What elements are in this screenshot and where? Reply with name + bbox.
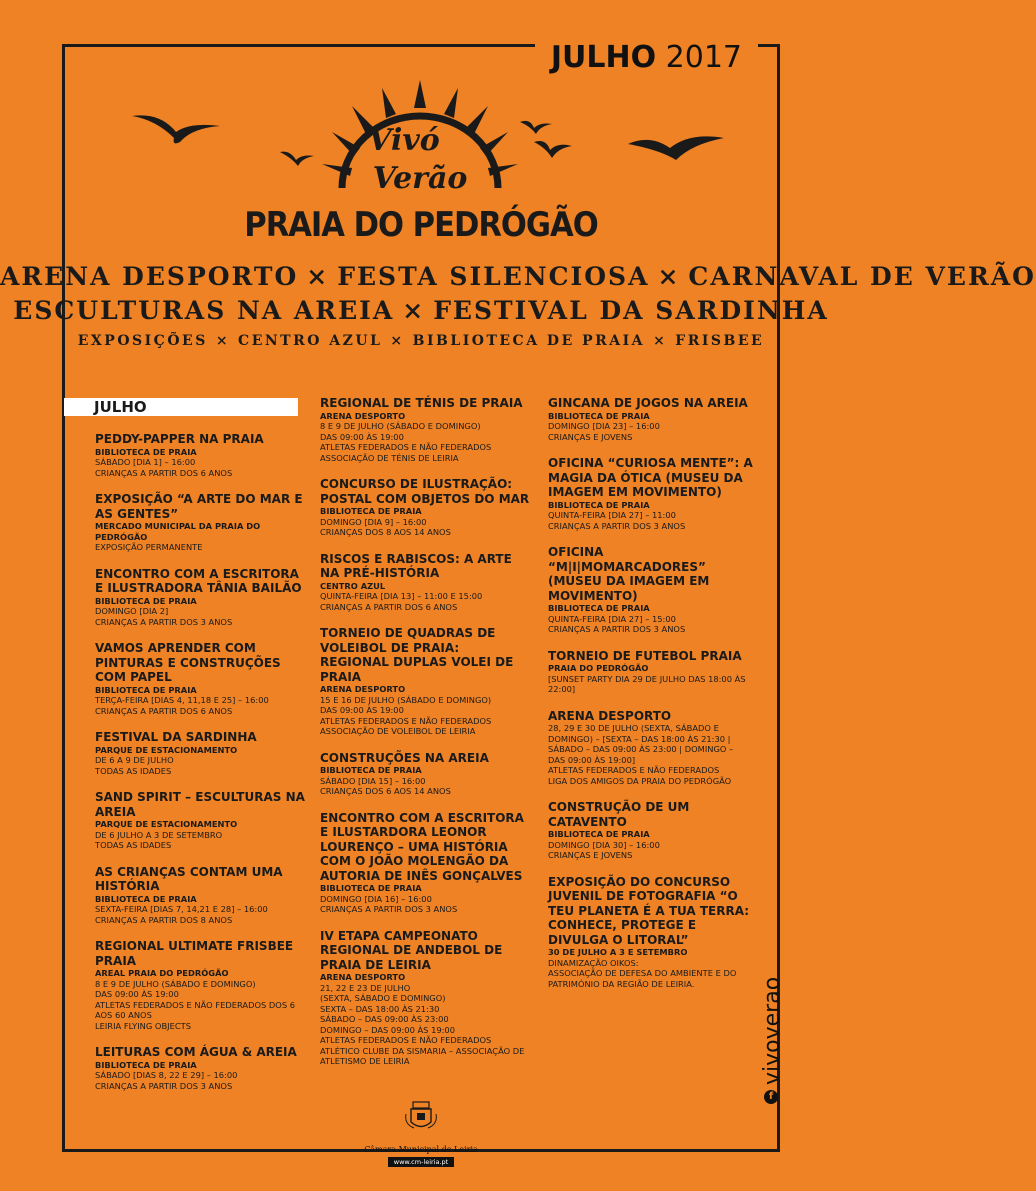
event-detail: SÁBADO [DIA 15] – 16:00 xyxy=(320,775,426,786)
event-detail: CRIANÇAS A PARTIR DOS 6 ANOS xyxy=(95,705,233,716)
event-detail: CRIANÇAS DOS 6 AOS 14 ANOS xyxy=(320,786,451,796)
event-detail: ASSOCIAÇÃO DE DEFESA DO AMBIENTE E DO PATRIMÓNIO DA REGIÃO DE LEIRIA. xyxy=(548,968,737,989)
event-detail: ATLETAS FEDERADOS E NÃO FEDERADOS xyxy=(320,1035,492,1045)
event-venue: AREAL PRAIA DO PEDRÓGÃO xyxy=(95,968,229,978)
event-venue: ARENA DESPORTO xyxy=(320,684,406,694)
event-title: ENCONTRO COM A ESCRITORA E ILUSTRADORA TÂNIA BAILÃO xyxy=(95,566,302,595)
event-detail: CRIANÇAS A PARTIR DOS 3 ANOS xyxy=(95,616,233,627)
event-detail: ATLETAS FEDERADOS E NÃO FEDERADOS xyxy=(320,442,492,452)
schedule-column-2 xyxy=(320,396,530,1081)
event-venue: BIBLIOTECA DE PRAIA xyxy=(95,595,197,606)
event-detail: ASSOCIAÇÃO DE TÉNIS DE LEIRIA xyxy=(320,452,459,463)
separator: × xyxy=(653,333,668,349)
event-item xyxy=(548,800,753,861)
event-biblioteca-praia: BIBLIOTECA DE PRAIA xyxy=(412,333,646,349)
event-festival-sardinha: FESTIVAL DA SARDINHA xyxy=(433,296,829,325)
event-title: CONSTRUÇÕES NA AREIA xyxy=(320,750,489,765)
event-title: IV ETAPA CAMPEONATO REGIONAL DE ANDEBOL DE PRAIA DE LEIRIA xyxy=(320,928,503,972)
event-title: ARENA DESPORTO xyxy=(548,708,672,723)
event-item xyxy=(320,552,530,613)
separator: × xyxy=(402,296,426,325)
event-venue: BIBLIOTECA DE PRAIA xyxy=(320,883,422,893)
event-item xyxy=(95,567,310,628)
event-title: PEDDY-PAPPER NA PRAIA xyxy=(95,432,264,446)
event-venue: ARENA DESPORTO xyxy=(320,410,406,421)
event-item xyxy=(320,811,530,915)
event-title: AS CRIANÇAS CONTAM UMA HISTÓRIA xyxy=(95,864,283,893)
separator: × xyxy=(306,262,330,291)
event-item xyxy=(320,751,530,797)
event-detail: DOMINGO – DAS 09:00 ÀS 19:00 xyxy=(320,1024,455,1035)
event-festa-silenciosa: FESTA SILENCIOSA xyxy=(337,262,650,291)
location-title: PRAIA DO PEDRÓGÃO xyxy=(244,205,598,245)
event-carnaval-verao: CARNAVAL DE VERÃO xyxy=(688,262,1036,291)
event-title: CONSTRUÇÃO DE UM CATAVENTO xyxy=(548,800,690,829)
event-detail: ATLÉTICO CLUBE DA SISMARIA – ASSOCIAÇÃO DE ATLETISMO DE LEIRIA xyxy=(320,1045,525,1066)
event-title: ENCONTRO COM A ESCRITORA E ILUSTARDORA LEONOR LOURENÇO – UMA HISTÓRIA COM O JOÃO MOLENGÃO DA AUTORIA DE INÊS GONÇALVES xyxy=(320,810,524,883)
event-detail: QUINTA-FEIRA [DIA 27] – 11:00 xyxy=(548,510,676,520)
event-title: REGIONAL ULTIMATE FRISBEE PRAIA xyxy=(95,939,294,968)
municipality-url[interactable]: www.cm-leiria.pt xyxy=(388,1157,454,1167)
event-title: OFICINA “CURIOSA MENTE”: A MAGIA DA ÓTICA (MUSEU DA IMAGEM EM MOVIMENTO) xyxy=(548,456,753,499)
event-venue: BIBLIOTECA DE PRAIA xyxy=(548,829,650,839)
event-venue: BIBLIOTECA DE PRAIA xyxy=(320,765,422,775)
event-detail: CRIANÇAS E JOVENS xyxy=(548,431,633,442)
event-title: FESTIVAL DA SARDINHA xyxy=(95,730,257,744)
event-venue: MERCADO MUNICIPAL DA PRAIA DO PEDRÓGÃO xyxy=(95,521,261,542)
event-venue: 30 DE JULHO A 3 E SETEMBRO xyxy=(548,947,688,957)
event-detail: DAS 09:00 ÀS 19:00 xyxy=(320,705,404,715)
event-detail: TERÇA-FEIRA [DIAS 4, 11,18 E 25] – 16:00 xyxy=(95,695,269,705)
event-item xyxy=(548,709,753,787)
schedule-column-1 xyxy=(95,432,310,1105)
event-item xyxy=(320,477,530,538)
event-frisbee: FRISBEE xyxy=(675,333,765,349)
logo-line2: Verão xyxy=(372,161,468,196)
event-detail: CRIANÇAS A PARTIR DOS 3 ANOS xyxy=(548,520,686,531)
event-detail: CRIANÇAS A PARTIR DOS 3 ANOS xyxy=(320,904,458,914)
events-line-3 xyxy=(0,333,842,349)
sun-birds-logo xyxy=(120,70,740,200)
event-detail: ATLETAS FEDERADOS E NÃO FEDERADOS DOS 6 AOS 60 ANOS xyxy=(95,999,295,1020)
event-detail: SÁBADO – DAS 09:00 ÀS 23:00 xyxy=(320,1014,449,1024)
event-detail: 21, 22 E 23 DE JULHO xyxy=(320,982,411,993)
event-title: GINCANA DE JOGOS NA AREIA xyxy=(548,396,748,410)
event-detail: SEXTA – DAS 18:00 ÀS 21:30 xyxy=(320,1003,440,1014)
event-detail: ASSOCIAÇÃO DE VOLEIBOL DE LEIRIA xyxy=(320,726,476,736)
event-detail: 15 E 16 DE JULHO (SÁBADO E DOMINGO) xyxy=(320,694,492,705)
event-detail: CRIANÇAS A PARTIR DOS 3 ANOS xyxy=(548,624,686,634)
event-detail: CRIANÇAS DOS 8 AOS 14 ANOS xyxy=(320,527,451,537)
event-venue: BIBLIOTECA DE PRAIA xyxy=(95,893,197,904)
month-label: JULHO xyxy=(550,40,657,75)
event-item xyxy=(95,730,310,776)
separator: × xyxy=(215,333,231,349)
event-title: TORNEIO DE QUADRAS DE VOLEIBOL DE PRAIA: REGIONAL DUPLAS VOLEI DE PRAIA xyxy=(320,626,514,684)
event-title: REGIONAL DE TÉNIS DE PRAIA xyxy=(320,396,523,410)
event-item xyxy=(320,929,530,1067)
event-venue: BIBLIOTECA DE PRAIA xyxy=(95,446,197,457)
event-detail: DOMINGO [DIA 16] – 16:00 xyxy=(320,893,432,904)
facebook-icon[interactable]: f xyxy=(764,1090,778,1104)
event-venue: PARQUE DE ESTACIONAMENTO xyxy=(95,744,238,755)
event-item xyxy=(320,626,530,737)
event-centro-azul: CENTRO AZUL xyxy=(238,333,383,349)
year-label: 2017 xyxy=(665,40,742,75)
event-item xyxy=(95,432,310,478)
event-title: OFICINA “M|I|MOMARCADORES” (MUSEU DA IMAGEM EM MOVIMENTO) xyxy=(548,545,710,603)
event-detail: LEIRIA FLYING OBJECTS xyxy=(95,1020,191,1031)
event-detail: LIGA DOS AMIGOS DA PRAIA DO PEDRÓGÃO xyxy=(548,775,732,786)
event-venue: PRAIA DO PEDRÓGÃO xyxy=(548,663,649,673)
event-detail: DAS 09:00 ÀS 19:00 xyxy=(95,989,179,999)
event-detail: TODAS AS IDADES xyxy=(95,765,172,776)
separator: × xyxy=(657,262,681,291)
event-detail: DOMINGO [DIA 2] xyxy=(95,606,169,616)
event-arena-desporto: ARENA DESPORTO xyxy=(0,262,299,291)
event-item xyxy=(548,545,753,635)
event-detail: DE 6 JULHO A 3 DE SETEMBRO xyxy=(95,829,223,840)
event-venue: PARQUE DE ESTACIONAMENTO xyxy=(95,819,238,829)
event-venue: BIBLIOTECA DE PRAIA xyxy=(95,1059,197,1070)
events-line-2 xyxy=(0,296,842,325)
event-esculturas-areia: ESCULTURAS NA AREIA xyxy=(13,296,395,325)
event-detail: DE 6 A 9 DE JULHO xyxy=(95,755,174,765)
social-handle[interactable]: vivoverao xyxy=(760,976,785,1085)
events-line-1 xyxy=(0,262,1036,291)
event-detail: ATLETAS FEDERADOS E NÃO FEDERADOS xyxy=(320,715,492,726)
event-title: VAMOS APRENDER COM PINTURAS E CONSTRUÇÕES COM PAPEL xyxy=(95,641,281,684)
schedule-column-3 xyxy=(548,396,753,1003)
event-detail: CRIANÇAS A PARTIR DOS 3 ANOS xyxy=(95,1080,233,1091)
event-exposicoes: EXPOSIÇÕES xyxy=(77,333,208,349)
event-detail: 28, 29 E 30 DE JULHO (SEXTA, SÁBADO E DOMINGO) – [SEXTA – DAS 18:00 ÀS 21:30 | SÁBADO – DAS 09:00 ÀS 23:00 | DOMINGO – DAS 09:00 ÀS 19:00] xyxy=(548,723,734,765)
event-item xyxy=(95,865,310,926)
event-detail: 8 E 9 DE JULHO (SÁBADO E DOMINGO) xyxy=(95,978,256,989)
event-title: EXPOSIÇÃO “A ARTE DO MAR E AS GENTES” xyxy=(95,492,303,521)
section-label: JULHO xyxy=(64,398,298,416)
municipal-crest-icon xyxy=(404,1100,438,1132)
event-detail: DINAMIZAÇÃO OIKOS: xyxy=(548,957,639,968)
event-item xyxy=(548,875,753,990)
event-detail: CRIANÇAS A PARTIR DOS 6 ANOS xyxy=(320,601,458,612)
event-title: RISCOS E RABISCOS: A ARTE NA PRÉ-HISTÓRIA xyxy=(320,551,512,580)
event-item xyxy=(95,641,310,716)
event-detail: DOMINGO [DIA 23] – 16:00 xyxy=(548,421,660,431)
event-title: LEITURAS COM ÁGUA & AREIA xyxy=(95,1045,297,1059)
event-item xyxy=(95,492,310,553)
event-item xyxy=(95,939,310,1031)
event-detail: QUINTA-FEIRA [DIA 13] – 11:00 E 15:00 xyxy=(320,591,483,601)
event-venue: BIBLIOTECA DE PRAIA xyxy=(548,410,650,421)
event-venue: BIBLIOTECA DE PRAIA xyxy=(548,603,650,613)
event-detail: SÁBADO [DIA 1] – 16:00 xyxy=(95,457,196,467)
event-title: SAND SPIRIT – ESCULTURAS NA AREIA xyxy=(95,790,305,819)
event-detail: TODAS AS IDADES xyxy=(95,840,172,850)
event-venue: BIBLIOTECA DE PRAIA xyxy=(95,684,197,695)
event-detail: DOMINGO [DIA 30] – 16:00 xyxy=(548,839,660,850)
event-detail: (SEXTA, SÁBADO E DOMINGO) xyxy=(320,993,446,1003)
event-detail: ATLETAS FEDERADOS E NÃO FEDERADOS xyxy=(548,765,720,775)
event-detail: EXPOSIÇÃO PERMANENTE xyxy=(95,542,203,552)
event-item xyxy=(320,396,530,463)
event-detail: CRIANÇAS A PARTIR DOS 6 ANOS xyxy=(95,467,233,478)
event-detail: DAS 09:00 ÀS 19:00 xyxy=(320,431,404,442)
event-title: TORNEIO DE FUTEBOL PRAIA xyxy=(548,648,742,663)
event-detail: 8 E 9 DE JULHO (SÁBADO E DOMINGO) xyxy=(320,421,481,431)
event-venue: BIBLIOTECA DE PRAIA xyxy=(320,506,422,516)
event-detail: DOMINGO [DIA 9] – 16:00 xyxy=(320,516,427,527)
event-title: EXPOSIÇÃO DO CONCURSO JUVENIL DE FOTOGRAFIA “O TEU PLANETA É A TUA TERRA: CONHECE, PROTEGE E DIVULGA O LITORAL” xyxy=(548,874,750,947)
event-detail: SÁBADO [DIAS 8, 22 E 29] – 16:00 xyxy=(95,1070,238,1080)
event-venue: BIBLIOTECA DE PRAIA xyxy=(548,499,650,510)
event-detail: CRIANÇAS A PARTIR DOS 8 ANOS xyxy=(95,914,233,925)
event-item xyxy=(95,1045,310,1091)
event-item xyxy=(548,456,753,531)
event-venue: ARENA DESPORTO xyxy=(320,972,406,982)
event-venue: CENTRO AZUL xyxy=(320,580,386,591)
event-item xyxy=(548,396,753,442)
event-detail: QUINTA-FEIRA [DIA 27] – 15:00 xyxy=(548,613,676,624)
event-item xyxy=(95,790,310,851)
event-detail: SEXTA-FEIRA [DIAS 7, 14,21 E 28] – 16:00 xyxy=(95,904,268,914)
separator: × xyxy=(390,333,405,349)
event-title: CONCURSO DE ILUSTRAÇÃO: POSTAL COM OBJETOS DO MAR xyxy=(320,477,530,506)
event-detail: CRIANÇAS E JOVENS xyxy=(548,850,633,860)
municipality-name: Câmara Municipal de Leiria xyxy=(364,1145,478,1154)
logo-line1: Vivó xyxy=(368,123,440,158)
event-detail: [SUNSET PARTY DIA 29 DE JULHO DAS 18:00 ÀS 22:00] xyxy=(548,673,746,694)
event-item xyxy=(548,649,753,695)
